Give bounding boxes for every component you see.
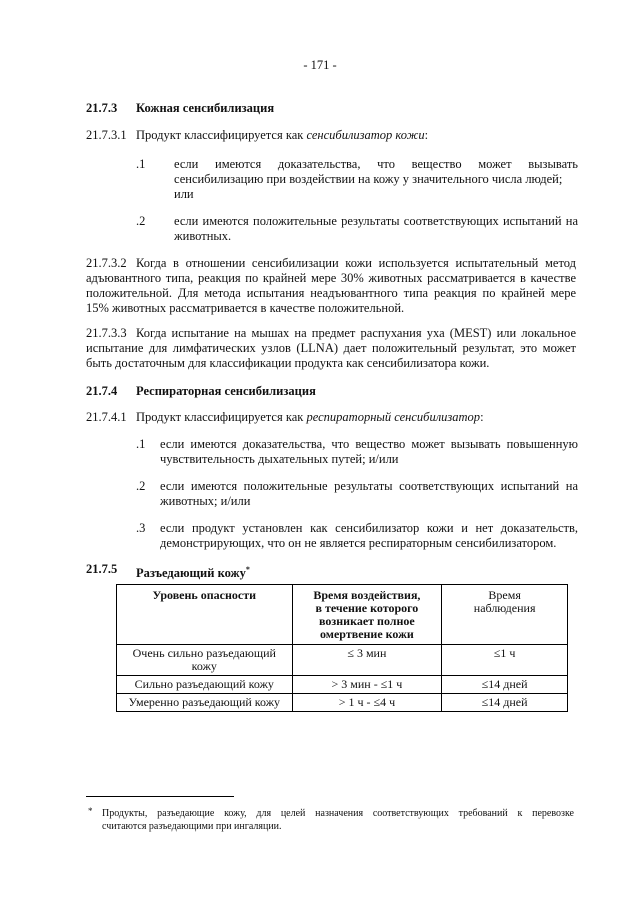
clause-text: Когда в отношении сенсибилизации кожи используется испытательный метод адъювантного типа, реакция по крайней мере 30% животных рассматривается в качестве положительной. Для метода испытания неадъювантного типа реакция по крайней мере 15% животных рассматривается в качестве положительной. [86,256,576,315]
table-cell: Умеренно разъедающий кожу [117,694,293,712]
item-number: .1 [136,437,146,451]
list-item: если продукт установлен как сенсибилизатор кожи и нет доказательств, демонстрирующих, что он не является респираторным сенсибилизатором. [160,521,578,550]
item-number: .2 [136,214,146,228]
section-number: 21.7.3 [86,101,118,115]
header-observation-time: Время наблюдения [442,585,568,645]
table-cell: ≤ 3 мин [292,645,442,676]
item-number: .2 [136,479,146,493]
table-cell: > 1 ч - ≤4 ч [292,694,442,712]
table-cell: > 3 мин - ≤1 ч [292,676,442,694]
list-item: если имеются положительные результаты соответствующих испытаний на животных. [174,214,578,243]
term: респираторный сенсибилизатор [306,410,481,424]
table-cell: ≤14 дней [442,694,568,712]
footnote-mark: * [88,806,93,816]
list-item: если имеются доказательства, что вещество может вызывать сенсибилизацию при воздействии на кожу у значительного числа людей; или [174,157,578,201]
hazard-table [116,584,568,712]
clause-text: Когда испытание на мышах на предмет распухания уха (MEST) или локальное испытание для лимфатических узлов (LLNA) дает положительный результат, это может быть достаточным для классификации продукта как сенсибилизатора кожи. [86,326,576,370]
section-number: 21.7.5 [86,562,118,576]
footnote-mark: * [245,565,250,574]
page-number: - 171 - [303,58,337,72]
clause-number: 21.7.4.1 [86,410,127,424]
table-cell: ≤1 ч [442,645,568,676]
list-item: если имеются доказательства, что вещество может вызывать повышенную чувствительность дыхательных путей; и/или [160,437,578,466]
footnote-divider [86,796,234,797]
section-title: Разъедающий кожу* [136,565,250,581]
table-row [117,676,568,694]
table-row [117,694,568,712]
clause-number: 21.7.3.2 [86,256,127,270]
clause-text: Продукт классифицируется как сенсибилизатор кожи: [136,128,429,142]
section-title: Кожная сенсибилизация [136,101,275,115]
clause-text: Продукт классифицируется как респираторный сенсибилизатор: [136,410,484,424]
table-cell: Очень сильно разъедающий кожу [117,645,293,676]
clause-number: 21.7.3.3 [86,326,127,340]
header-hazard-level: Уровень опасности [117,585,293,645]
list-item: если имеются положительные результаты соответствующих испытаний на животных; и/или [160,479,578,508]
table-row [117,645,568,676]
section-number: 21.7.4 [86,384,118,398]
item-number: .1 [136,157,146,171]
footnote-text: Продукты, разъедающие кожу, для целей назначения соответствующих требований к перевозке считаются разъедающими при ингаляции. [102,808,574,832]
table-cell: ≤14 дней [442,676,568,694]
item-number: .3 [136,521,146,535]
term: сенсибилизатор кожи [306,128,425,142]
header-exposure-time: Время воздействия, в течение которого возникает полное омертвение кожи [292,585,442,645]
clause-number: 21.7.3.1 [86,128,127,142]
table-header-row [117,585,568,645]
section-title: Респираторная сенсибилизация [136,384,316,398]
table-cell: Сильно разъедающий кожу [117,676,293,694]
